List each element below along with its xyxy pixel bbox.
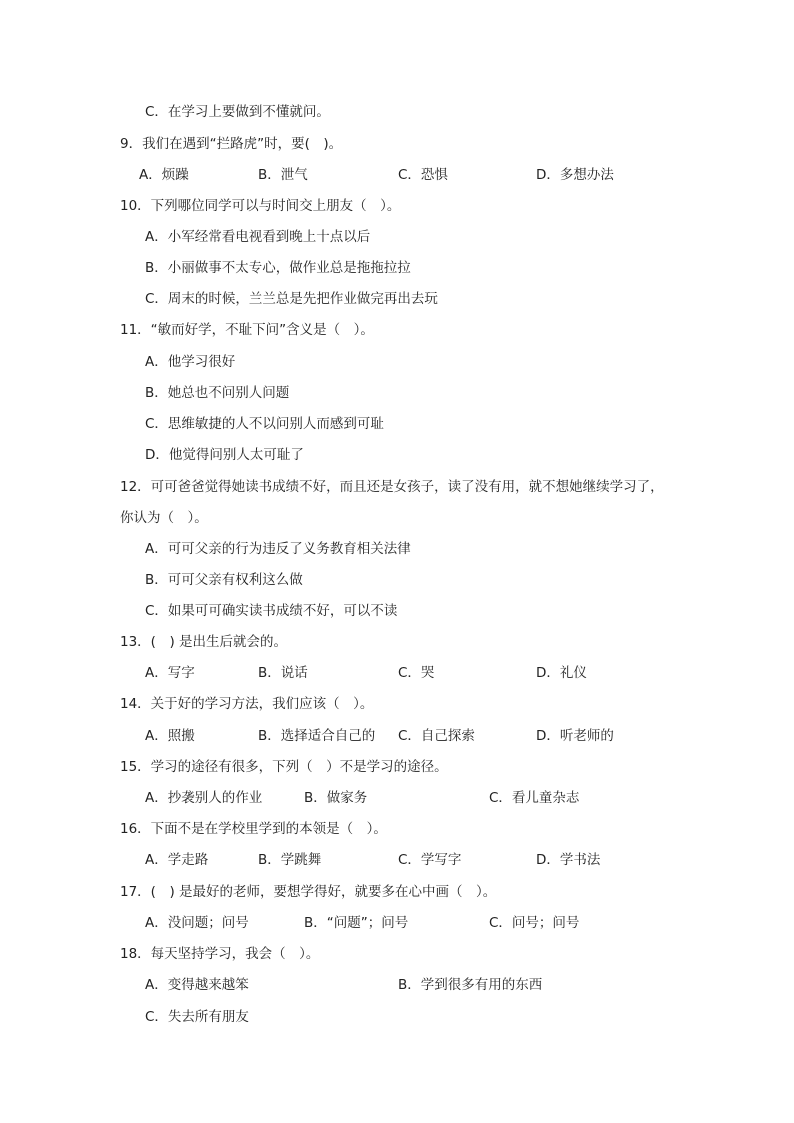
- q9-option-a: A．烦躁: [139, 167, 189, 183]
- question-15: 15．学习的途径有很多，下列（ ）不是学习的途径。: [120, 759, 448, 775]
- q14-option-c: C．自己探索: [398, 728, 475, 744]
- q10-option-a: A．小军经常看电视看到晚上十点以后: [145, 229, 371, 245]
- question-10: 10．下列哪位同学可以与时间交上朋友（ ）。: [120, 198, 401, 214]
- q13-option-c: C．哭: [398, 665, 435, 681]
- q11-option-b: B．她总也不问别人问题: [145, 385, 290, 401]
- q11-option-c: C．思维敏捷的人不以问别人而感到可耻: [145, 416, 384, 432]
- q17-option-b: B．“问题”；问号: [304, 915, 409, 931]
- q13-option-b: B．说话: [258, 665, 308, 681]
- q18-option-c: C．失去所有朋友: [145, 1009, 249, 1025]
- q14-option-a: A．照搬: [145, 728, 195, 744]
- question-12: 12．可可爸爸觉得她读书成绩不好，而且还是女孩子，读了没有用，就不想她继续学习了，: [120, 479, 664, 495]
- q13-option-d: D．礼仪: [536, 665, 587, 681]
- question-14: 14．关于好的学习方法，我们应该（ ）。: [120, 696, 374, 712]
- q12-option-a: A．可可父亲的行为违反了义务教育相关法律: [145, 541, 411, 557]
- question-13: 13．( ) 是出生后就会的。: [120, 634, 288, 650]
- question-18: 18．每天坚持学习，我会（ ）。: [120, 946, 320, 962]
- q17-option-a: A．没问题；问号: [145, 915, 249, 931]
- q16-option-c: C．学写字: [398, 852, 462, 868]
- q11-option-a: A．他学习很好: [145, 354, 236, 370]
- q13-option-a: A．写字: [145, 665, 195, 681]
- q18-option-b: B．学到很多有用的东西: [398, 977, 543, 993]
- q10-option-b: B．小丽做事不太专心，做作业总是拖拖拉拉: [145, 260, 411, 276]
- q16-option-d: D．学书法: [536, 852, 601, 868]
- q10-option-c: C．周末的时候，兰兰总是先把作业做完再出去玩: [145, 291, 438, 307]
- q14-option-b: B．选择适合自己的: [258, 728, 376, 744]
- q9-option-d: D．多想办法: [536, 167, 614, 183]
- question-16: 16．下面不是在学校里学到的本领是（ ）。: [120, 821, 387, 837]
- q9-option-c: C．恐惧: [398, 167, 448, 183]
- q15-option-a: A．抄袭别人的作业: [145, 790, 263, 806]
- question-17: 17．( ) 是最好的老师，要想学得好，就要多在心中画（ ）。: [120, 884, 497, 900]
- q9-option-b: B．泄气: [258, 167, 308, 183]
- question-9: 9．我们在遇到“拦路虎”时，要( )。: [120, 136, 343, 152]
- q12-option-c: C．如果可可确实读书成绩不好，可以不读: [145, 603, 398, 619]
- q11-option-d: D．他觉得问别人太可耻了: [145, 447, 304, 463]
- q14-option-d: D．听老师的: [536, 728, 614, 744]
- q15-option-c: C．看儿童杂志: [489, 790, 580, 806]
- q18-option-a: A．变得越来越笨: [145, 977, 249, 993]
- question-12-cont: 你认为（ ）。: [120, 510, 208, 526]
- q8-option-c: C．在学习上要做到不懂就问。: [145, 104, 330, 120]
- q15-option-b: B．做家务: [304, 790, 368, 806]
- q16-option-b: B．学跳舞: [258, 852, 322, 868]
- q17-option-c: C．问号；问号: [489, 915, 580, 931]
- question-11: 11．“敏而好学，不耻下问”含义是（ ）。: [120, 322, 374, 338]
- q16-option-a: A．学走路: [145, 852, 209, 868]
- q12-option-b: B．可可父亲有权利这么做: [145, 572, 303, 588]
